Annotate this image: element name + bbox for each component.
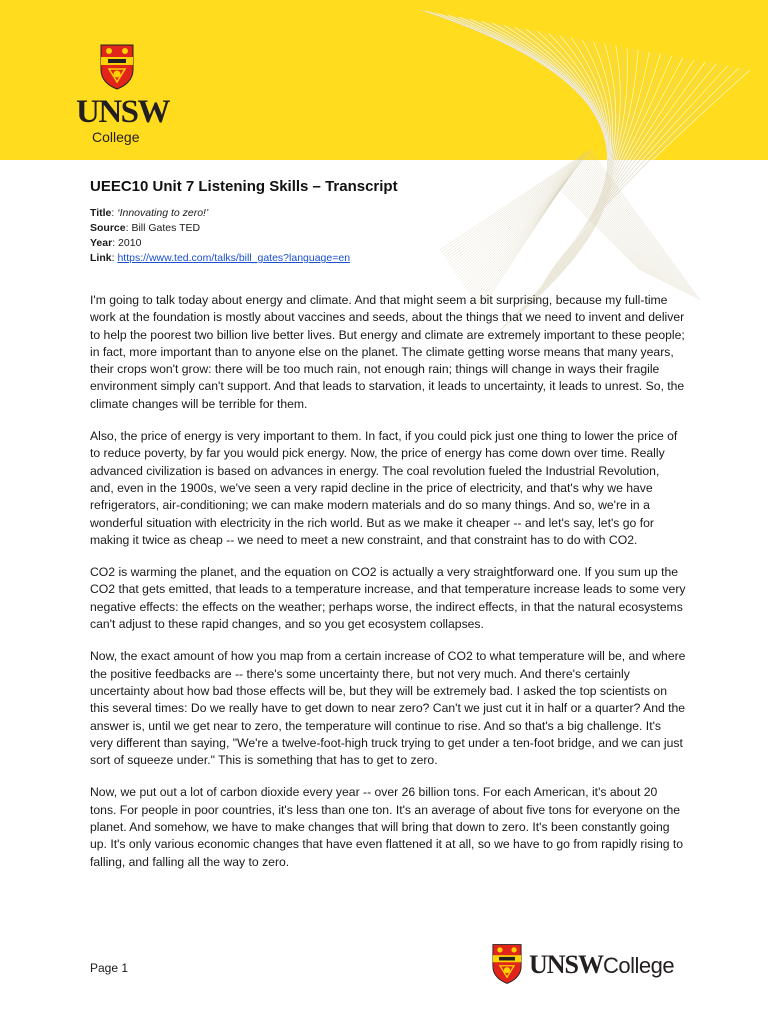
meta-source: Source: Bill Gates TED: [90, 222, 201, 234]
logo-wordmark: UNSW: [76, 94, 170, 130]
document-meta: [90, 206, 686, 266]
transcript-body: [90, 292, 686, 871]
crest-icon: [492, 943, 522, 985]
ted-link[interactable]: https://www.ted.com/talks/bill_gates?language=en: [117, 252, 351, 264]
document-title: UEEC10 Unit 7 Listening Skills – Transcript: [90, 178, 398, 195]
transcript-paragraph: Now, the exact amount of how you map from a certain increase of CO2 to what temperature will be, and where the positive feedbacks are -- there's some uncertainty there, but not very much. And there's certainly uncertainty about how bad those effects will be, but they will be extremely bad. I asked the top scientists on this several times: Do we really have to get down to near zero? Can't we just cut it in half or a quarter? And the answer is, until we get near to zero, the temperature will continue to rise. And so that's a big challenge. It's very different than saying, "We're a twelve-foot-high truck trying to get under a ten-foot bridge, and we can just sort of squeeze under." This is something that has to get to zero.: [90, 649, 686, 768]
logo-subtext: College: [92, 129, 140, 145]
footer-logo-wordmark: UNSWCollege: [529, 950, 675, 979]
meta-title: Title: ‘Innovating to zero!’: [90, 207, 209, 219]
transcript-paragraph: I'm going to talk today about energy and climate. And that might seem a bit surprising, because my full-time work at the foundation is mostly about vaccines and seeds, about the things that we need to invent and deliver to help the poorest two billion live better lives. But energy and climate are extremely important to these people; in fact, more important than to anyone else on the planet. The climate getting worse means that many years, their crops won't grow: there will be too much rain, not enough rain; things will change in ways their fragile environment simply can't support. And that leads to starvation, it leads to uncertainty, it leads to unrest. So, the climate changes will be terrible for them.: [90, 293, 685, 411]
transcript-paragraph: Also, the price of energy is very important to them. In fact, if you could pick just one thing to lower the price of to reduce poverty, by far you would pick energy. Now, the price of energy has come down over time. Really advanced civilization is based on advances in energy. The coal revolution fueled the Industrial Revolution, and, even in the 1900s, we've seen a very rapid decline in the price of electricity, and that's why we have refrigerators, air-conditioning; we can make modern materials and do so many things. And so, we're in a wonderful situation with electricity in the rich world. But as we make it cheaper -- and let's say, let's go for making it twice as cheap -- we need to meet a new constraint, and that constraint has to do with CO2.: [90, 429, 678, 547]
page-number: Page 1: [90, 961, 129, 975]
document-content: [90, 178, 686, 886]
meta-link: Link: https://www.ted.com/talks/bill_gates?language=en: [90, 252, 351, 264]
transcript-paragraph: Now, we put out a lot of carbon dioxide every year -- over 26 billion tons. For each American, it's about 20 tons. For people in poor countries, it's less than one ton. It's an average of about five tons for everyone on the planet. And somehow, we have to make changes that will bring that down to zero. It's been constantly going up. It's only various economic changes that have even flattened it at all, so we have to go from rapidly rising to falling, and falling all the way to zero.: [90, 785, 684, 869]
meta-year: Year: 2010: [90, 237, 142, 249]
transcript-paragraph: CO2 is warming the planet, and the equation on CO2 is actually a very straightforward one. If you sum up the CO2 that gets emitted, that leads to a temperature increase, and that temperature increase leads to some very negative effects: the effects on the weather; perhaps worse, the indirect effects, in that the natural ecosystems can't adjust to these rapid changes, and so you get ecosystem collapses.: [90, 565, 686, 632]
footer-logo[interactable]: [492, 943, 682, 991]
crest-icon: [100, 44, 134, 90]
